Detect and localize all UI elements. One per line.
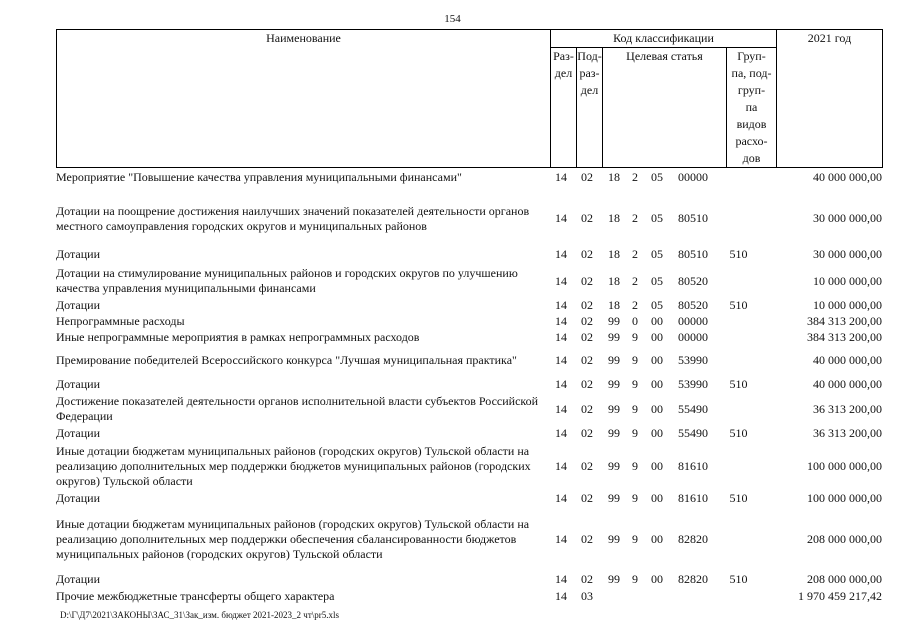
table-row (56, 393, 882, 425)
row-subsection: 02 (581, 329, 593, 344)
row-subsection: 02 (581, 313, 593, 328)
row-target-2: 9 (632, 491, 638, 505)
header-group: Груп- па, под- груп- па видов расхо- дов (727, 48, 777, 168)
row-amount: 40 000 000,00 (813, 353, 882, 367)
row-target-3: 00 (651, 491, 663, 505)
table-row (56, 425, 882, 442)
header-section: Раз- дел (551, 48, 577, 168)
row-section: 14 (555, 531, 567, 546)
row-section: 14 (555, 401, 567, 416)
table-row (56, 588, 882, 605)
row-name: Дотации (56, 491, 101, 505)
row-subsection: 03 (581, 589, 593, 603)
table-row (56, 297, 882, 313)
file-path-footer: D:\Г\Д7\2021\ЗАКОНЫ\ЗАС_31\Зак_изм. бюджет 2021-2023_2 чт\pr5.xls (60, 610, 340, 620)
row-amount: 100 000 000,00 (807, 458, 882, 473)
row-amount: 1 970 459 217,42 (798, 589, 882, 603)
row-target-2: 2 (632, 211, 638, 225)
row-target-1: 18 (608, 211, 620, 225)
row-target-4: 00000 (678, 170, 708, 184)
row-section: 14 (555, 211, 567, 225)
table-row (56, 162, 882, 193)
row-target-3: 05 (651, 247, 663, 261)
row-name: Иные дотации бюджетам муниципальных районов (городских округов) Тульской области на реализацию дополнительных мер поддержки бюджетов муниципальных районов (городских округов) Тульской области (56, 443, 531, 488)
row-subsection: 02 (581, 170, 593, 184)
row-target-2: 0 (632, 313, 638, 328)
table-row (56, 442, 882, 490)
row-target-2: 9 (632, 531, 638, 546)
row-subsection: 02 (581, 247, 593, 261)
row-amount: 40 000 000,00 (813, 377, 882, 391)
row-target-2: 9 (632, 353, 638, 367)
row-target-4: 80520 (678, 273, 708, 288)
row-target-4: 55490 (678, 426, 708, 440)
row-section: 14 (555, 589, 567, 603)
row-target-4: 81610 (678, 458, 708, 473)
header-target: Целевая статья (603, 48, 727, 168)
header-code-group: Код классификации (551, 30, 777, 48)
row-section: 14 (555, 170, 567, 184)
row-target-1: 99 (608, 426, 620, 440)
row-name: Дотации (56, 377, 101, 391)
header-year: 2021 год (777, 30, 883, 168)
row-target-1: 18 (608, 247, 620, 261)
row-target-2: 9 (632, 401, 638, 416)
row-target-4: 80510 (678, 211, 708, 225)
row-group: 510 (729, 572, 748, 586)
row-target-2: 9 (632, 426, 638, 440)
row-target-1: 99 (608, 313, 620, 328)
row-target-2: 2 (632, 247, 638, 261)
row-target-3: 00 (651, 377, 663, 391)
row-target-4: 00000 (678, 329, 708, 344)
row-section: 14 (555, 247, 567, 261)
table-row (56, 571, 882, 588)
row-target-4: 82820 (678, 531, 708, 546)
table-row (56, 376, 882, 393)
row-amount: 30 000 000,00 (813, 247, 882, 261)
row-section: 14 (555, 273, 567, 288)
table-row (56, 193, 882, 244)
row-section: 14 (555, 329, 567, 344)
header-table (56, 29, 883, 168)
row-amount: 100 000 000,00 (807, 491, 882, 505)
row-section: 14 (555, 572, 567, 586)
row-group: 510 (729, 491, 748, 505)
row-subsection: 02 (581, 401, 593, 416)
row-group: 510 (729, 377, 748, 391)
row-target-2: 9 (632, 377, 638, 391)
row-subsection: 02 (581, 572, 593, 586)
row-subsection: 02 (581, 426, 593, 440)
row-target-4: 82820 (678, 572, 708, 586)
table-row (56, 490, 882, 507)
row-group: 510 (729, 297, 748, 312)
row-target-3: 00 (651, 426, 663, 440)
row-subsection: 02 (581, 377, 593, 391)
table-row (56, 244, 882, 265)
row-amount: 384 313 200,00 (807, 329, 882, 344)
row-section: 14 (555, 491, 567, 505)
row-target-2: 9 (632, 458, 638, 473)
row-amount: 208 000 000,00 (807, 572, 882, 586)
row-target-1: 18 (608, 297, 620, 312)
row-amount: 384 313 200,00 (807, 313, 882, 328)
header-subsection: Под- раз- дел (577, 48, 603, 168)
row-subsection: 02 (581, 353, 593, 367)
row-target-4: 55490 (678, 401, 708, 416)
table-row (56, 313, 882, 329)
row-target-1: 99 (608, 377, 620, 391)
row-subsection: 02 (581, 211, 593, 225)
row-group: 510 (729, 426, 748, 440)
row-name: Дотации (56, 297, 101, 312)
row-target-4: 00000 (678, 313, 708, 328)
row-name: Мероприятие "Повышение качества управления муниципальными финансами" (56, 170, 462, 184)
row-target-4: 53990 (678, 377, 708, 391)
row-name: Иные непрограммные мероприятия в рамках непрограммных расходов (56, 329, 420, 344)
row-target-2: 2 (632, 297, 638, 312)
row-name: Дотации на стимулирование муниципальных районов и городских округов по улучшению качества управления муниципальными финансами (56, 266, 518, 295)
row-group: 510 (729, 247, 748, 261)
row-target-4: 80510 (678, 247, 708, 261)
row-target-3: 00 (651, 313, 663, 328)
row-subsection: 02 (581, 273, 593, 288)
row-amount: 10 000 000,00 (813, 273, 882, 288)
row-target-1: 99 (608, 458, 620, 473)
row-subsection: 02 (581, 458, 593, 473)
row-target-3: 00 (651, 353, 663, 367)
row-target-3: 05 (651, 297, 663, 312)
row-section: 14 (555, 458, 567, 473)
row-name: Премирование победителей Всероссийского конкурса "Лучшая муниципальная практика" (56, 353, 517, 367)
row-amount: 40 000 000,00 (813, 170, 882, 184)
row-name: Непрограммные расходы (56, 313, 185, 328)
row-target-3: 00 (651, 572, 663, 586)
row-subsection: 02 (581, 297, 593, 312)
row-name: Дотации (56, 247, 101, 261)
row-target-3: 00 (651, 329, 663, 344)
body-rows (56, 162, 882, 605)
row-amount: 10 000 000,00 (813, 297, 882, 312)
header-name: Наименование (57, 30, 551, 168)
row-section: 14 (555, 297, 567, 312)
row-target-3: 00 (651, 458, 663, 473)
row-name: Дотации на поощрение достижения наилучших значений показателей деятельности органов местного самоуправления городских округов и муниципальных районов (56, 203, 530, 233)
row-amount: 36 313 200,00 (813, 401, 882, 416)
row-name: Достижение показателей деятельности органов исполнительной власти субъектов Российской Федерации (56, 394, 539, 423)
row-target-1: 99 (608, 353, 620, 367)
table-row (56, 329, 882, 345)
table-row (56, 507, 882, 571)
row-target-4: 80520 (678, 297, 708, 312)
row-name: Дотации (56, 426, 101, 440)
table-row (56, 265, 882, 297)
page-number: 154 (444, 13, 461, 25)
row-target-3: 05 (651, 211, 663, 225)
table-row (56, 345, 882, 376)
row-target-1: 18 (608, 273, 620, 288)
row-amount: 36 313 200,00 (813, 426, 882, 440)
row-target-1: 18 (608, 170, 620, 184)
row-amount: 30 000 000,00 (813, 211, 882, 225)
row-target-1: 99 (608, 572, 620, 586)
row-target-1: 99 (608, 491, 620, 505)
row-amount: 208 000 000,00 (807, 531, 882, 546)
row-target-3: 00 (651, 531, 663, 546)
row-target-1: 99 (608, 401, 620, 416)
row-target-3: 05 (651, 170, 663, 184)
row-target-2: 9 (632, 572, 638, 586)
row-name: Иные дотации бюджетам муниципальных районов (городских округов) Тульской области на реализацию дополнительных мер поддержки обеспечения сбалансированности бюджетов муниципальных районов (городских округов) Тульской области (56, 516, 530, 561)
row-target-2: 2 (632, 273, 638, 288)
row-target-2: 9 (632, 329, 638, 344)
row-section: 14 (555, 353, 567, 367)
row-section: 14 (555, 426, 567, 440)
row-target-4: 53990 (678, 353, 708, 367)
row-section: 14 (555, 377, 567, 391)
row-section: 14 (555, 313, 567, 328)
row-target-3: 05 (651, 273, 663, 288)
row-target-1: 99 (608, 329, 620, 344)
row-name: Дотации (56, 572, 101, 586)
row-target-4: 81610 (678, 491, 708, 505)
row-subsection: 02 (581, 531, 593, 546)
row-name: Прочие межбюджетные трансферты общего характера (56, 589, 335, 603)
row-subsection: 02 (581, 491, 593, 505)
row-target-3: 00 (651, 401, 663, 416)
row-target-2: 2 (632, 170, 638, 184)
row-target-1: 99 (608, 531, 620, 546)
